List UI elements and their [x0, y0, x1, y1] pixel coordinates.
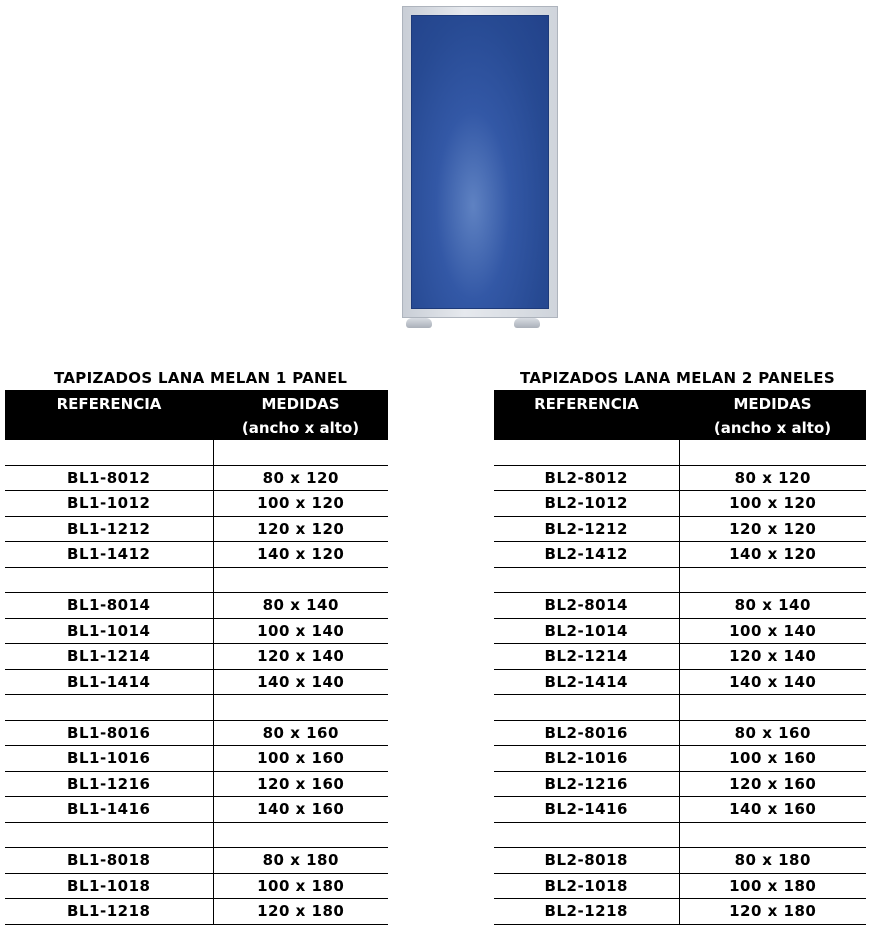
cell-reference: BL1-1414: [5, 669, 213, 695]
table-row: [494, 746, 866, 772]
cell-reference: BL1-8014: [5, 593, 213, 619]
cell-reference: BL2-1018: [494, 873, 679, 899]
cell-measures: [213, 822, 388, 848]
cell-measures: 120 x 140: [213, 644, 388, 670]
table-row: [5, 797, 388, 823]
cell-reference: BL1-1012: [5, 491, 213, 517]
table-row: [494, 899, 866, 925]
cell-reference: BL1-1412: [5, 542, 213, 568]
table-row: [5, 516, 388, 542]
cell-measures: 120 x 140: [679, 644, 866, 670]
cell-reference: BL1-1014: [5, 618, 213, 644]
table2-header-row: [494, 390, 866, 440]
table-row: [5, 593, 388, 619]
cell-reference: BL1-8012: [5, 465, 213, 491]
cell-measures: 80 x 140: [213, 593, 388, 619]
cell-measures: 80 x 180: [213, 848, 388, 874]
cell-reference: BL1-1218: [5, 899, 213, 925]
table-row: [494, 542, 866, 568]
cell-reference: BL1-1416: [5, 797, 213, 823]
header-reference-label: REFERENCIA: [534, 395, 639, 413]
cell-measures: 120 x 120: [213, 516, 388, 542]
table-row: [5, 873, 388, 899]
cell-measures: 120 x 120: [679, 516, 866, 542]
cell-measures: 80 x 160: [679, 720, 866, 746]
header-reference-label: REFERENCIA: [56, 395, 162, 413]
table-row: [5, 695, 388, 721]
table-row: [5, 899, 388, 925]
cell-reference: BL1-1216: [5, 771, 213, 797]
table1-header-row: [5, 390, 388, 440]
cell-reference: BL1-1018: [5, 873, 213, 899]
cell-measures: 80 x 180: [679, 848, 866, 874]
cell-reference: [494, 822, 679, 848]
table-row: [494, 771, 866, 797]
cell-measures: 80 x 120: [213, 465, 388, 491]
cell-measures: 100 x 180: [679, 873, 866, 899]
cell-measures: 80 x 140: [679, 593, 866, 619]
table-row: [5, 746, 388, 772]
cell-reference: [5, 695, 213, 721]
cell-measures: 100 x 160: [213, 746, 388, 772]
table2-title: TAPIZADOS LANA MELAN 2 PANELES: [520, 369, 835, 387]
cell-reference: BL2-1412: [494, 542, 679, 568]
panel-foot-right: [514, 318, 540, 328]
panel-frame: [402, 6, 558, 318]
panel-fabric: [411, 15, 549, 309]
cell-reference: [5, 440, 213, 465]
cell-reference: [5, 822, 213, 848]
table2: [494, 390, 866, 925]
header-measures: [679, 390, 866, 440]
header-measures: [213, 390, 388, 440]
cell-reference: BL2-1014: [494, 618, 679, 644]
cell-reference: [494, 440, 679, 465]
table-row: [5, 618, 388, 644]
cell-reference: BL2-1218: [494, 899, 679, 925]
cell-measures: 120 x 180: [679, 899, 866, 925]
table-row: [5, 491, 388, 517]
table-row: [494, 491, 866, 517]
cell-reference: BL2-1012: [494, 491, 679, 517]
header-measures-label: MEDIDAS: [261, 395, 340, 413]
cell-reference: BL1-1016: [5, 746, 213, 772]
cell-measures: 140 x 120: [679, 542, 866, 568]
cell-reference: BL2-1216: [494, 771, 679, 797]
cell-measures: 100 x 140: [679, 618, 866, 644]
table-row: [5, 848, 388, 874]
product-image: [398, 6, 564, 328]
table-row: [5, 822, 388, 848]
table-row: [494, 516, 866, 542]
cell-measures: 140 x 140: [679, 669, 866, 695]
table-row: [5, 669, 388, 695]
cell-measures: [213, 440, 388, 465]
header-reference: [5, 390, 213, 440]
table-row: [494, 720, 866, 746]
table1-title: TAPIZADOS LANA MELAN 1 PANEL: [54, 369, 348, 387]
cell-measures: 80 x 120: [679, 465, 866, 491]
header-measures-sub: (ancho x alto): [713, 419, 832, 437]
cell-measures: 120 x 180: [213, 899, 388, 925]
table-row: [494, 848, 866, 874]
cell-measures: 100 x 180: [213, 873, 388, 899]
cell-measures: 140 x 160: [213, 797, 388, 823]
cell-measures: [213, 695, 388, 721]
header-reference: [494, 390, 679, 440]
cell-reference: BL1-8018: [5, 848, 213, 874]
cell-measures: 140 x 120: [213, 542, 388, 568]
table-row: [494, 618, 866, 644]
cell-measures: 100 x 120: [679, 491, 866, 517]
header-measures-label: MEDIDAS: [733, 395, 812, 413]
cell-reference: BL1-8016: [5, 720, 213, 746]
cell-measures: 140 x 160: [679, 797, 866, 823]
table-row: [5, 644, 388, 670]
table-row: [494, 644, 866, 670]
table-row: [494, 669, 866, 695]
table-row: [494, 440, 866, 465]
cell-measures: [679, 440, 866, 465]
cell-measures: 120 x 160: [213, 771, 388, 797]
cell-reference: BL2-1212: [494, 516, 679, 542]
cell-measures: [679, 822, 866, 848]
table-row: [494, 593, 866, 619]
cell-reference: BL2-8018: [494, 848, 679, 874]
table-row: [5, 567, 388, 593]
table-row: [5, 542, 388, 568]
table1: [5, 390, 388, 925]
table-row: [494, 797, 866, 823]
table-row: [494, 695, 866, 721]
cell-reference: BL1-1214: [5, 644, 213, 670]
table-row: [494, 465, 866, 491]
table-row: [5, 771, 388, 797]
cell-reference: BL1-1212: [5, 516, 213, 542]
table-row: [494, 822, 866, 848]
table-row: [5, 440, 388, 465]
cell-measures: 140 x 140: [213, 669, 388, 695]
cell-reference: BL2-8016: [494, 720, 679, 746]
table-row: [5, 465, 388, 491]
cell-reference: [5, 567, 213, 593]
cell-measures: [679, 695, 866, 721]
table-row: [5, 720, 388, 746]
cell-reference: BL2-1416: [494, 797, 679, 823]
table-row: [494, 567, 866, 593]
cell-reference: [494, 695, 679, 721]
cell-measures: 100 x 160: [679, 746, 866, 772]
cell-measures: [213, 567, 388, 593]
cell-measures: 80 x 160: [213, 720, 388, 746]
cell-reference: BL2-8012: [494, 465, 679, 491]
cell-reference: BL2-1016: [494, 746, 679, 772]
cell-measures: 120 x 160: [679, 771, 866, 797]
cell-measures: 100 x 120: [213, 491, 388, 517]
cell-reference: [494, 567, 679, 593]
cell-reference: BL2-1214: [494, 644, 679, 670]
header-measures-sub: (ancho x alto): [241, 419, 360, 437]
cell-reference: BL2-8014: [494, 593, 679, 619]
cell-measures: 100 x 140: [213, 618, 388, 644]
panel-foot-left: [406, 318, 432, 328]
cell-reference: BL2-1414: [494, 669, 679, 695]
cell-measures: [679, 567, 866, 593]
table-row: [494, 873, 866, 899]
